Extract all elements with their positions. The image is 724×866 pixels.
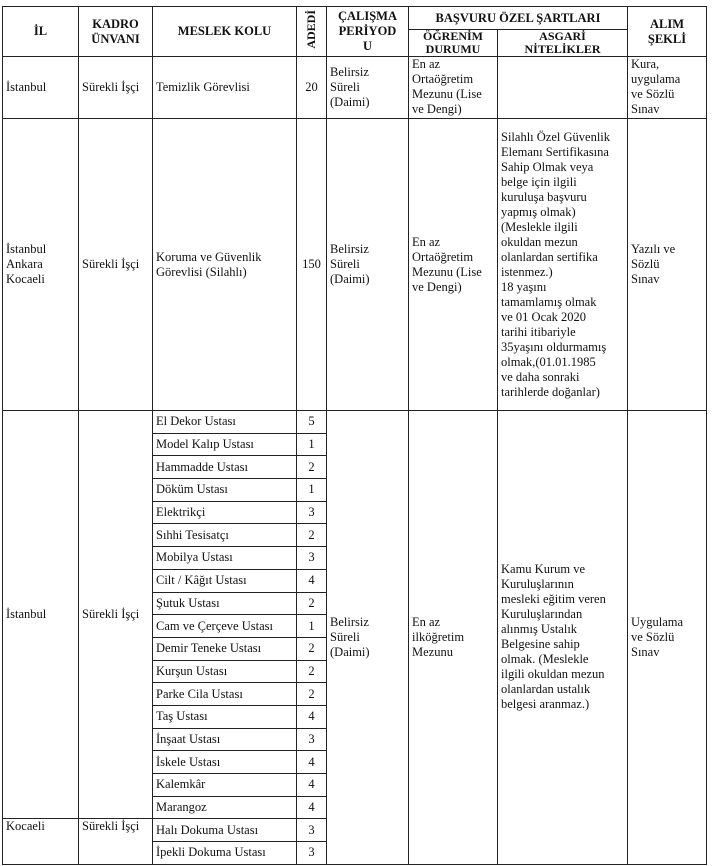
cell-asgari [498, 57, 628, 119]
cell-meslek: Elektrikçi [153, 501, 297, 524]
header-asgari: ASGARİ NİTELİKLER [498, 30, 628, 57]
header-il: İL [3, 7, 79, 57]
cell-meslek: Demir Teneke Ustası [153, 637, 297, 660]
cell-asgari: Kamu Kurum ve Kuruluşlarının mesleki eğitim veren Kuruluşlarından alınmış Ustalık Belgesine sahip olmak. (Meslekle ilgili okuldan mezun olanlardan ustalık belgesi aranmaz.) [498, 411, 628, 865]
cell-ogrenim: En az Ortaöğretim Mezunu (Lise ve Dengi) [409, 119, 498, 411]
cell-meslek: Marangoz [153, 796, 297, 819]
cell-meslek: İskele Ustası [153, 751, 297, 774]
header-calisma: ÇALIŞMA PERİYOD U [327, 7, 409, 57]
cell-adedi: 4 [297, 569, 327, 592]
cell-meslek: Kalemkâr [153, 774, 297, 797]
cell-meslek: Döküm Ustası [153, 479, 297, 502]
cell-adedi: 1 [297, 479, 327, 502]
cell-meslek: Hammadde Ustası [153, 456, 297, 479]
cell-kadro: Sürekli İşçi [79, 119, 153, 411]
cell-kadro: Sürekli İşçi [79, 57, 153, 119]
cell-meslek: Cam ve Çerçeve Ustası [153, 615, 297, 638]
cell-meslek: Mobilya Ustası [153, 547, 297, 570]
cell-il: İstanbul [3, 411, 79, 819]
cell-adedi: 2 [297, 660, 327, 683]
cell-calisma: Belirsiz Süreli (Daimi) [327, 411, 409, 865]
cell-adedi: 3 [297, 728, 327, 751]
cell-adedi: 20 [297, 57, 327, 119]
cell-ogrenim: En az Ortaöğretim Mezunu (Lise ve Dengi) [409, 57, 498, 119]
cell-adedi: 3 [297, 819, 327, 842]
cell-calisma: Belirsiz Süreli (Daimi) [327, 57, 409, 119]
cell-meslek: Parke Cila Ustası [153, 683, 297, 706]
cell-alim: Yazılı ve Sözlü Sınav [628, 119, 707, 411]
cell-il: İstanbul Ankara Kocaeli [3, 119, 79, 411]
cell-adedi: 4 [297, 796, 327, 819]
cell-meslek: Şutuk Ustası [153, 592, 297, 615]
cell-il: Kocaeli [3, 819, 79, 864]
recruitment-table [2, 6, 707, 865]
table-row [3, 57, 707, 119]
header-meslek: MESLEK KOLU [153, 7, 297, 57]
cell-kadro: Sürekli İşçi [79, 411, 153, 819]
table-row [3, 411, 707, 434]
cell-asgari: Silahlı Özel Güvenlik Elemanı Sertifikasına Sahip Olmak veya belge için ilgili kuruluşa başvuru yapmış olmak) (Meslekle ilgili okuldan mezun olanlardan sertifika istenmez.) 18 yaşını tamamlamış olmak ve 01 Ocak 2020 tarihi itibariyle 35yaşını oldurmamış olmak,(01.01.1985 ve daha sonraki tarihlerde doğanlar) [498, 119, 628, 411]
cell-adedi: 150 [297, 119, 327, 411]
cell-il: İstanbul [3, 57, 79, 119]
header-adedi [297, 7, 327, 57]
cell-adedi: 4 [297, 705, 327, 728]
cell-ogrenim: En az ilköğretim Mezunu [409, 411, 498, 865]
cell-meslek: El Dekor Ustası [153, 411, 297, 434]
cell-calisma: Belirsiz Süreli (Daimi) [327, 119, 409, 411]
cell-adedi: 3 [297, 547, 327, 570]
table-row [3, 119, 707, 411]
cell-adedi: 2 [297, 637, 327, 660]
header-alim: ALIM ŞEKLİ [628, 7, 707, 57]
cell-adedi: 4 [297, 751, 327, 774]
cell-adedi: 5 [297, 411, 327, 434]
cell-alim: Uygulama ve Sözlü Sınav [628, 411, 707, 865]
cell-adedi: 1 [297, 433, 327, 456]
header-ogrenim: ÖĞRENİM DURUMU [409, 30, 498, 57]
header-basvuru: BAŞVURU ÖZEL ŞARTLARI [409, 7, 628, 30]
cell-adedi: 2 [297, 524, 327, 547]
cell-meslek: Taş Ustası [153, 705, 297, 728]
cell-adedi: 2 [297, 592, 327, 615]
cell-alim: Kura, uygulama ve Sözlü Sınav [628, 57, 707, 119]
header-kadro: KADRO ÜNVANI [79, 7, 153, 57]
cell-meslek: Sıhhi Tesisatçı [153, 524, 297, 547]
cell-kadro: Sürekli İşçi [79, 819, 153, 864]
cell-adedi: 3 [297, 501, 327, 524]
cell-meslek: Koruma ve Güvenlik Görevlisi (Silahlı) [153, 119, 297, 411]
cell-meslek: Kurşun Ustası [153, 660, 297, 683]
cell-meslek: Temizlik Görevlisi [153, 57, 297, 119]
cell-adedi: 3 [297, 842, 327, 865]
cell-adedi: 1 [297, 615, 327, 638]
cell-adedi: 2 [297, 456, 327, 479]
cell-adedi: 2 [297, 683, 327, 706]
header-adedi-text: ADEDİ [304, 10, 318, 49]
cell-adedi: 4 [297, 774, 327, 797]
cell-meslek: Halı Dokuma Ustası [153, 819, 297, 842]
cell-meslek: İpekli Dokuma Ustası [153, 842, 297, 865]
cell-meslek: İnşaat Ustası [153, 728, 297, 751]
cell-meslek: Model Kalıp Ustası [153, 433, 297, 456]
cell-meslek: Cilt / Kâğıt Ustası [153, 569, 297, 592]
